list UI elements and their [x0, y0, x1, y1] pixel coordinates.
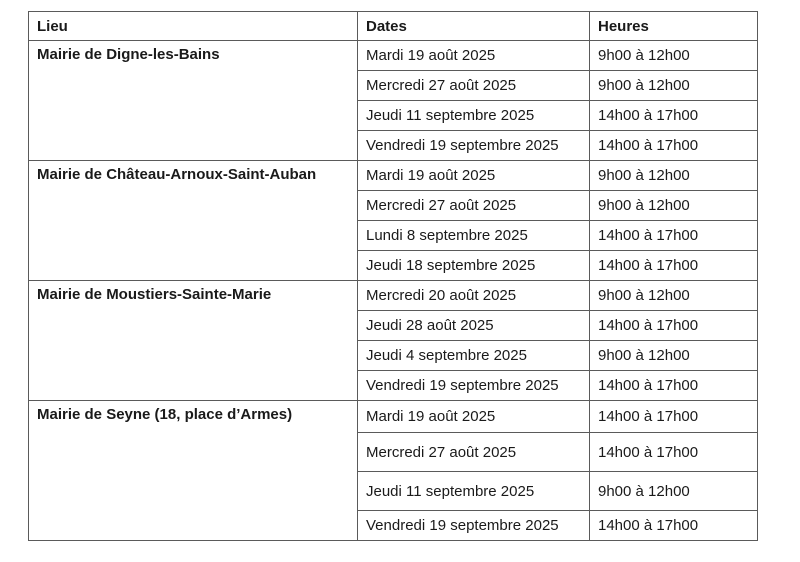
lieu-cell: Mairie de Château-Arnoux-Saint-Auban: [29, 161, 358, 281]
hours-cell: 14h00 à 17h00: [590, 433, 758, 472]
date-cell: Vendredi 19 septembre 2025: [358, 371, 590, 401]
date-cell: Vendredi 19 septembre 2025: [358, 511, 590, 541]
hours-cell: 14h00 à 17h00: [590, 311, 758, 341]
table-row: [29, 161, 758, 191]
hours-cell: 9h00 à 12h00: [590, 191, 758, 221]
hours-cell: 14h00 à 17h00: [590, 371, 758, 401]
table-row: [29, 281, 758, 311]
header-row: [29, 12, 758, 41]
hours-cell: 9h00 à 12h00: [590, 341, 758, 371]
header-dates: Dates: [358, 12, 590, 41]
hours-cell: 9h00 à 12h00: [590, 41, 758, 71]
date-cell: Jeudi 18 septembre 2025: [358, 251, 590, 281]
header-heures: Heures: [590, 12, 758, 41]
date-cell: Jeudi 11 septembre 2025: [358, 472, 590, 511]
hours-cell: 14h00 à 17h00: [590, 401, 758, 433]
hours-cell: 9h00 à 12h00: [590, 71, 758, 101]
table-row: [29, 41, 758, 71]
hours-cell: 14h00 à 17h00: [590, 221, 758, 251]
date-cell: Jeudi 4 septembre 2025: [358, 341, 590, 371]
table-row: [29, 401, 758, 433]
header-lieu: Lieu: [29, 12, 358, 41]
date-cell: Jeudi 11 septembre 2025: [358, 101, 590, 131]
date-cell: Mercredi 20 août 2025: [358, 281, 590, 311]
date-cell: Vendredi 19 septembre 2025: [358, 131, 590, 161]
hours-cell: 9h00 à 12h00: [590, 472, 758, 511]
lieu-cell: Mairie de Digne-les-Bains: [29, 41, 358, 161]
hours-cell: 14h00 à 17h00: [590, 131, 758, 161]
hours-cell: 9h00 à 12h00: [590, 161, 758, 191]
hours-cell: 14h00 à 17h00: [590, 101, 758, 131]
date-cell: Mardi 19 août 2025: [358, 161, 590, 191]
lieu-cell: Mairie de Seyne (18, place d’Armes): [29, 401, 358, 541]
lieu-cell: Mairie de Moustiers-Sainte-Marie: [29, 281, 358, 401]
hours-cell: 9h00 à 12h00: [590, 281, 758, 311]
date-cell: Mardi 19 août 2025: [358, 401, 590, 433]
date-cell: Lundi 8 septembre 2025: [358, 221, 590, 251]
hours-cell: 14h00 à 17h00: [590, 511, 758, 541]
date-cell: Mardi 19 août 2025: [358, 41, 590, 71]
date-cell: Jeudi 28 août 2025: [358, 311, 590, 341]
date-cell: Mercredi 27 août 2025: [358, 191, 590, 221]
hours-cell: 14h00 à 17h00: [590, 251, 758, 281]
date-cell: Mercredi 27 août 2025: [358, 433, 590, 472]
date-cell: Mercredi 27 août 2025: [358, 71, 590, 101]
schedule-table: [28, 11, 758, 541]
